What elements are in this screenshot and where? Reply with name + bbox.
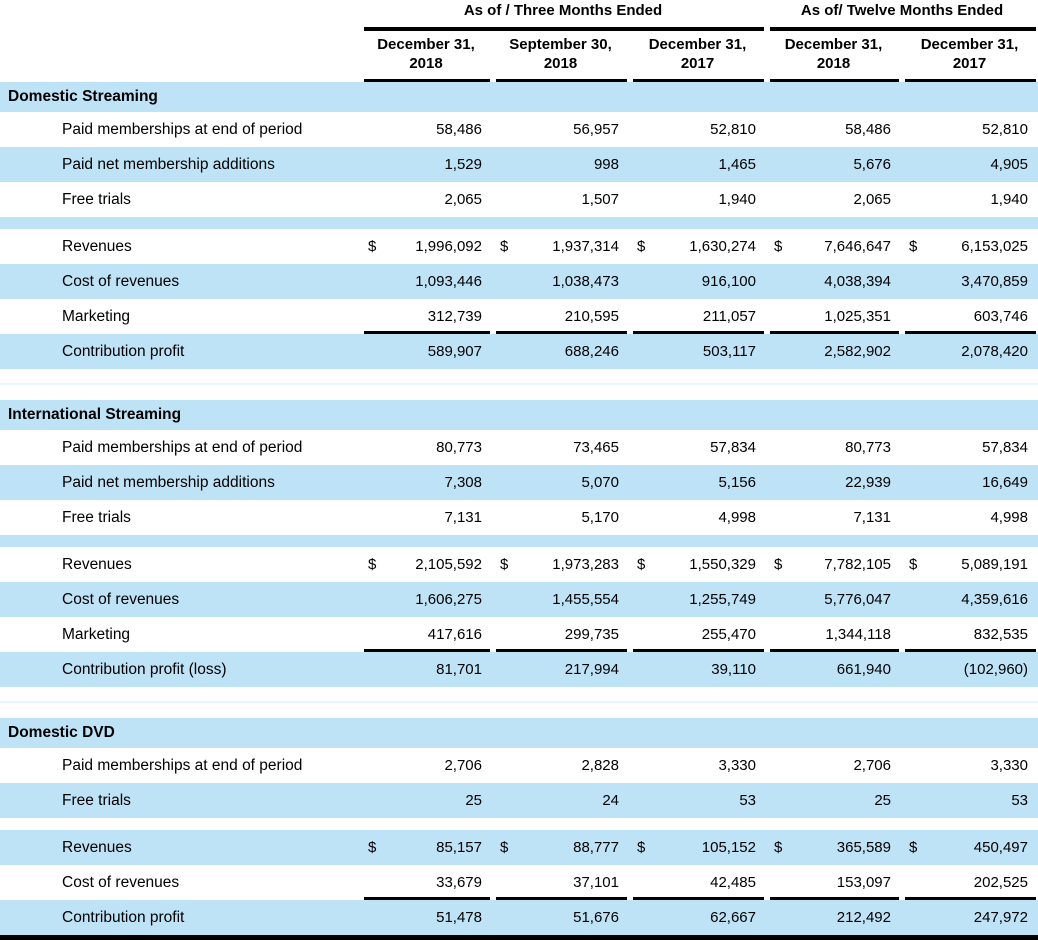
value-cell <box>360 652 492 687</box>
cell-value: 2,105,592 <box>415 556 482 573</box>
cell-value: 1,630,274 <box>689 238 756 255</box>
dollar-sign: $ <box>774 839 783 856</box>
cell-value: 58,486 <box>845 121 891 138</box>
cell-value: 1,550,329 <box>689 556 756 573</box>
column-header-row <box>0 31 1038 82</box>
row-label: Marketing <box>62 307 131 325</box>
cell-value: 5,089,191 <box>961 556 1028 573</box>
value-cell <box>360 748 492 783</box>
cell-value: 2,706 <box>444 757 482 774</box>
row-label: Paid memberships at end of period <box>62 438 303 456</box>
table-row <box>0 652 1038 687</box>
cell-value: 6,153,025 <box>961 238 1028 255</box>
cell-value: 2,582,902 <box>824 343 891 360</box>
value-cell <box>766 334 901 369</box>
row-label: Revenues <box>62 838 132 856</box>
cell-value: 916,100 <box>701 273 756 290</box>
cell-value: 3,330 <box>718 757 756 774</box>
cell-value: 603,746 <box>973 308 1028 325</box>
dollar-sign: $ <box>500 238 509 255</box>
cell-value: 85,157 <box>436 839 482 856</box>
column-header <box>766 31 901 82</box>
value-cell <box>360 617 492 652</box>
row-label: Paid net membership additions <box>62 155 275 173</box>
value-cell <box>360 430 492 465</box>
value-cell <box>492 334 629 369</box>
cell-value: 661,940 <box>836 661 891 678</box>
cell-value: 832,535 <box>973 626 1028 643</box>
section-title-row <box>0 82 1038 112</box>
table-row <box>0 112 1038 147</box>
column-header-date: December 31, <box>920 36 1019 53</box>
column-header <box>492 31 629 82</box>
table-row <box>0 430 1038 465</box>
dollar-sign: $ <box>368 839 377 856</box>
cell-value: 255,470 <box>701 626 756 643</box>
cell-value: 4,905 <box>990 156 1028 173</box>
cell-value: 202,525 <box>973 874 1028 891</box>
value-cell <box>901 865 1038 900</box>
row-label: Revenues <box>62 237 132 255</box>
table-row <box>0 264 1038 299</box>
column-header <box>901 31 1038 82</box>
value-cell <box>766 582 901 617</box>
cell-value: 51,676 <box>573 909 619 926</box>
cell-value: 5,170 <box>581 509 619 526</box>
value-cell <box>629 299 766 334</box>
cell-value: 589,907 <box>427 343 482 360</box>
table-row <box>0 465 1038 500</box>
cell-value: 2,078,420 <box>961 343 1028 360</box>
cell-value: 57,834 <box>710 439 756 456</box>
value-cell <box>901 430 1038 465</box>
dollar-sign: $ <box>774 556 783 573</box>
row-label: Contribution profit (loss) <box>62 660 227 678</box>
table-row <box>0 900 1038 935</box>
value-cell <box>629 334 766 369</box>
value-cell <box>629 617 766 652</box>
cell-value: 3,470,859 <box>961 273 1028 290</box>
cell-value: 312,739 <box>427 308 482 325</box>
cell-value: 212,492 <box>836 909 891 926</box>
row-label: Cost of revenues <box>62 590 180 608</box>
cell-value: 247,972 <box>973 909 1028 926</box>
cell-value: 1,940 <box>990 191 1028 208</box>
value-cell <box>901 334 1038 369</box>
cell-value: 1,507 <box>581 191 619 208</box>
value-cell <box>766 264 901 299</box>
value-cell <box>901 748 1038 783</box>
value-cell <box>901 112 1038 147</box>
cell-value: 210,595 <box>564 308 619 325</box>
row-label: Paid net membership additions <box>62 473 275 491</box>
value-cell <box>629 865 766 900</box>
cell-value: 5,070 <box>581 474 619 491</box>
cell-value: 3,330 <box>990 757 1028 774</box>
dollar-sign: $ <box>500 839 509 856</box>
cell-value: 81,701 <box>436 661 482 678</box>
row-label: Paid memberships at end of period <box>62 756 303 774</box>
value-cell <box>901 182 1038 217</box>
section-title: International Streaming <box>8 406 182 423</box>
value-cell <box>629 830 766 865</box>
row-label: Cost of revenues <box>62 873 180 891</box>
value-cell <box>766 465 901 500</box>
cell-value: 53 <box>1011 792 1028 809</box>
value-cell <box>629 465 766 500</box>
value-cell <box>492 748 629 783</box>
table-row <box>0 334 1038 369</box>
value-cell <box>492 830 629 865</box>
column-header-date: December 31, <box>648 36 747 53</box>
dollar-sign: $ <box>637 556 646 573</box>
cell-value: 22,939 <box>845 474 891 491</box>
period-group-twelve-months-label: As of/ Twelve Months Ended <box>800 2 1004 19</box>
value-cell <box>766 547 901 582</box>
cell-value: 52,810 <box>982 121 1028 138</box>
value-cell <box>629 147 766 182</box>
cell-value: 1,093,446 <box>415 273 482 290</box>
row-label: Free trials <box>62 791 131 809</box>
section-gap <box>0 369 1038 400</box>
table-body <box>0 82 1038 935</box>
value-cell <box>901 147 1038 182</box>
section-title-row <box>0 718 1038 748</box>
cell-value: 4,038,394 <box>824 273 891 290</box>
spacer-row <box>0 535 1038 547</box>
value-cell <box>360 900 492 935</box>
cell-value: 1,025,351 <box>824 308 891 325</box>
value-cell <box>360 182 492 217</box>
cell-value: 7,131 <box>853 509 891 526</box>
value-cell <box>492 182 629 217</box>
cell-value: 1,529 <box>444 156 482 173</box>
cell-value: 5,776,047 <box>824 591 891 608</box>
value-cell <box>901 264 1038 299</box>
column-header-date: December 31, <box>784 36 883 53</box>
cell-value: 7,308 <box>444 474 482 491</box>
value-cell <box>766 617 901 652</box>
value-cell <box>901 617 1038 652</box>
cell-value: 1,940 <box>718 191 756 208</box>
period-group-twelve-months <box>766 0 1038 31</box>
column-header-year: 2018 <box>543 55 578 72</box>
section-gap <box>0 687 1038 718</box>
cell-value: 58,486 <box>436 121 482 138</box>
cell-value: 417,616 <box>427 626 482 643</box>
value-cell <box>901 500 1038 535</box>
value-cell <box>360 112 492 147</box>
cell-value: 4,998 <box>990 509 1028 526</box>
cell-value: 105,152 <box>701 839 756 856</box>
cell-value: 80,773 <box>845 439 891 456</box>
cell-value: 52,810 <box>710 121 756 138</box>
dollar-sign: $ <box>368 556 377 573</box>
cell-value: 2,065 <box>444 191 482 208</box>
value-cell <box>901 299 1038 334</box>
cell-value: 25 <box>465 792 482 809</box>
value-cell <box>360 783 492 818</box>
cell-value: 2,828 <box>581 757 619 774</box>
value-cell <box>360 264 492 299</box>
cell-value: 1,606,275 <box>415 591 482 608</box>
cell-value: 37,101 <box>573 874 619 891</box>
cell-value: 211,057 <box>702 308 756 325</box>
value-cell <box>360 229 492 264</box>
row-label: Free trials <box>62 508 131 526</box>
table-row <box>0 229 1038 264</box>
cell-value: 450,497 <box>973 839 1028 856</box>
cell-value: 7,131 <box>444 509 482 526</box>
value-cell <box>492 430 629 465</box>
table-row <box>0 500 1038 535</box>
value-cell <box>492 547 629 582</box>
cell-value: 73,465 <box>573 439 619 456</box>
table-row <box>0 582 1038 617</box>
cell-value: 2,706 <box>853 757 891 774</box>
cell-value: 4,998 <box>718 509 756 526</box>
value-cell <box>766 229 901 264</box>
dollar-sign: $ <box>500 556 509 573</box>
value-cell <box>901 900 1038 935</box>
value-cell <box>629 182 766 217</box>
cell-value: 57,834 <box>982 439 1028 456</box>
value-cell <box>766 430 901 465</box>
cell-value: 88,777 <box>573 839 619 856</box>
value-cell <box>766 652 901 687</box>
dollar-sign: $ <box>909 238 918 255</box>
section-title: Domestic Streaming <box>8 88 158 105</box>
value-cell <box>629 229 766 264</box>
value-cell <box>901 652 1038 687</box>
cell-value: 998 <box>593 156 619 173</box>
row-label: Marketing <box>62 625 131 643</box>
column-header-year: 2018 <box>816 55 851 72</box>
cell-value: 16,649 <box>982 474 1028 491</box>
table-row <box>0 182 1038 217</box>
dollar-sign: $ <box>368 238 377 255</box>
table-bottom-border <box>0 935 1038 940</box>
value-cell <box>360 147 492 182</box>
cell-value: 53 <box>739 792 756 809</box>
value-cell <box>360 500 492 535</box>
dollar-sign: $ <box>637 839 646 856</box>
spacer-row <box>0 217 1038 229</box>
cell-value: 365,589 <box>836 839 891 856</box>
table-row <box>0 617 1038 652</box>
value-cell <box>766 830 901 865</box>
value-cell <box>629 264 766 299</box>
column-header-date: September 30, <box>509 36 612 53</box>
spacer-row <box>0 818 1038 830</box>
table-row <box>0 865 1038 900</box>
cell-value: 7,782,105 <box>824 556 891 573</box>
cell-value: 2,065 <box>853 191 891 208</box>
cell-value: 62,667 <box>710 909 756 926</box>
cell-value: 42,485 <box>710 874 756 891</box>
value-cell <box>766 182 901 217</box>
cell-value: 153,097 <box>836 874 891 891</box>
row-label: Paid memberships at end of period <box>62 120 303 138</box>
cell-value: 503,117 <box>702 343 756 360</box>
cell-value: 217,994 <box>564 661 619 678</box>
column-header <box>629 31 766 82</box>
value-cell <box>629 430 766 465</box>
value-cell <box>766 299 901 334</box>
value-cell <box>766 900 901 935</box>
dollar-sign: $ <box>774 238 783 255</box>
value-cell <box>629 500 766 535</box>
value-cell <box>629 112 766 147</box>
value-cell <box>360 865 492 900</box>
column-header <box>360 31 492 82</box>
value-cell <box>766 147 901 182</box>
cell-value: 39,110 <box>711 661 756 678</box>
value-cell <box>766 112 901 147</box>
value-cell <box>901 830 1038 865</box>
value-cell <box>492 229 629 264</box>
value-cell <box>492 783 629 818</box>
cell-value: 4,359,616 <box>961 591 1028 608</box>
section-title-row <box>0 400 1038 430</box>
value-cell <box>360 830 492 865</box>
value-cell <box>901 783 1038 818</box>
value-cell <box>766 748 901 783</box>
cell-value: 33,679 <box>436 874 482 891</box>
row-label: Free trials <box>62 190 131 208</box>
value-cell <box>492 582 629 617</box>
value-cell <box>629 748 766 783</box>
dollar-sign: $ <box>909 839 918 856</box>
cell-value: 1,455,554 <box>552 591 619 608</box>
table-row <box>0 147 1038 182</box>
value-cell <box>360 465 492 500</box>
cell-value: 56,957 <box>573 121 619 138</box>
cell-value: 51,478 <box>436 909 482 926</box>
cell-value: 1,465 <box>718 156 756 173</box>
value-cell <box>766 783 901 818</box>
dollar-sign: $ <box>909 556 918 573</box>
cell-value: 1,996,092 <box>415 238 482 255</box>
column-header-year: 2017 <box>680 55 715 72</box>
value-cell <box>901 547 1038 582</box>
period-group-three-months-label: As of / Three Months Ended <box>463 2 663 19</box>
table-row <box>0 748 1038 783</box>
cell-value: 7,646,647 <box>824 238 891 255</box>
row-label: Cost of revenues <box>62 272 180 290</box>
value-cell <box>492 465 629 500</box>
row-label: Contribution profit <box>62 342 185 360</box>
value-cell <box>492 500 629 535</box>
table-row <box>0 783 1038 818</box>
value-cell <box>492 865 629 900</box>
value-cell <box>766 865 901 900</box>
column-header-year: 2018 <box>409 55 443 72</box>
value-cell <box>360 547 492 582</box>
dollar-sign: $ <box>637 238 646 255</box>
value-cell <box>629 547 766 582</box>
value-cell <box>629 582 766 617</box>
cell-value: 299,735 <box>564 626 619 643</box>
column-header-year: 2017 <box>952 55 987 72</box>
value-cell <box>492 147 629 182</box>
value-cell <box>360 334 492 369</box>
period-group-header-row <box>0 0 1038 31</box>
value-cell <box>492 652 629 687</box>
cell-value: (102,960) <box>963 661 1028 678</box>
row-label: Revenues <box>62 555 132 573</box>
cell-value: 5,676 <box>853 156 891 173</box>
value-cell <box>492 299 629 334</box>
cell-value: 688,246 <box>564 343 619 360</box>
value-cell <box>360 582 492 617</box>
cell-value: 1,937,314 <box>552 238 619 255</box>
value-cell <box>629 652 766 687</box>
table-row <box>0 830 1038 865</box>
cell-value: 5,156 <box>718 474 756 491</box>
cell-value: 1,038,473 <box>552 273 619 290</box>
section-title: Domestic DVD <box>8 724 115 741</box>
value-cell <box>492 264 629 299</box>
table-row <box>0 299 1038 334</box>
value-cell <box>492 900 629 935</box>
value-cell <box>901 229 1038 264</box>
cell-value: 1,973,283 <box>552 556 619 573</box>
value-cell <box>360 299 492 334</box>
cell-value: 24 <box>602 792 619 809</box>
row-label: Contribution profit <box>62 908 185 926</box>
period-group-three-months <box>360 0 766 31</box>
cell-value: 1,344,118 <box>825 626 891 643</box>
cell-value: 80,773 <box>436 439 482 456</box>
value-cell <box>766 500 901 535</box>
value-cell <box>629 900 766 935</box>
value-cell <box>492 112 629 147</box>
column-header-date: December 31, <box>377 36 475 53</box>
cell-value: 25 <box>874 792 891 809</box>
value-cell <box>629 783 766 818</box>
value-cell <box>901 465 1038 500</box>
table-row <box>0 547 1038 582</box>
value-cell <box>901 582 1038 617</box>
value-cell <box>492 617 629 652</box>
cell-value: 1,255,749 <box>689 591 756 608</box>
